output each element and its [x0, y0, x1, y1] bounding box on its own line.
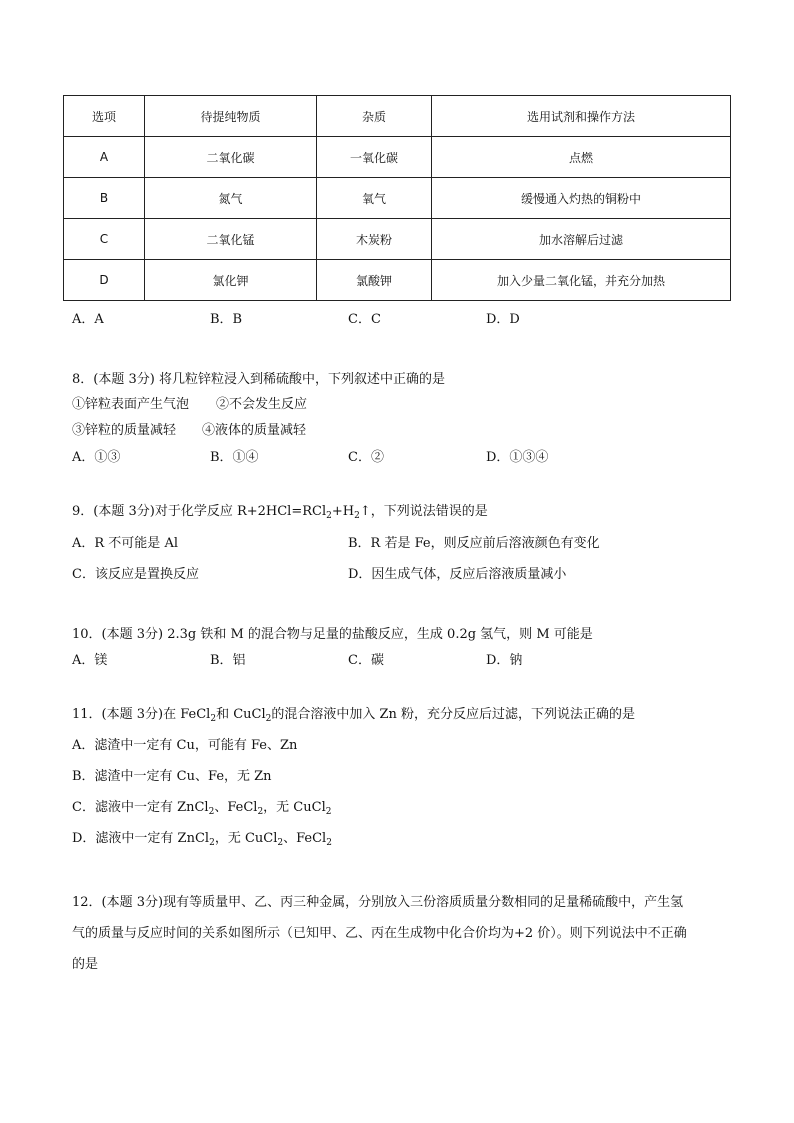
table-row [64, 178, 731, 219]
q11-option-text: C．滤液中一定有 ZnCl [72, 800, 209, 815]
q8-option-c: C．② [348, 450, 384, 465]
subscript: 2 [354, 511, 360, 521]
q8-statement-2: ②不会发生反应 [216, 397, 308, 412]
q9-option-c: C．该反应是置换反应 [72, 567, 199, 582]
subscript: 2 [257, 807, 264, 817]
q8-option-d: D．①③④ [486, 450, 549, 465]
subscript: 2 [325, 807, 332, 817]
table-cell: 氧气 [317, 178, 432, 219]
subscript: 2 [208, 807, 215, 817]
q9-option-d: D．因生成气体，反应后溶液质量减小 [348, 567, 567, 582]
table-cell: 氯化钾 [145, 260, 317, 301]
table-cell: 点燃 [432, 137, 731, 178]
table-cell: 二氧化碳 [145, 137, 317, 178]
q11-option-text: ，无 CuCl [214, 831, 278, 846]
q9-option-a: A．R 不可能是 Al [72, 536, 178, 551]
q10-option-b: B．铝 [210, 653, 246, 668]
table-cell: A [64, 137, 145, 178]
table-cell: 二氧化锰 [145, 219, 317, 260]
q11-stem-text: 的混合溶液中加入 Zn 粉，充分反应后过滤，下列说法正确的是 [271, 707, 636, 722]
q7-option-d: D．D [486, 312, 520, 327]
q11-option-text: ，无 CuCl [263, 800, 326, 815]
q9-option-b: B．R 若是 Fe，则反应前后溶液颜色有变化 [348, 536, 600, 551]
table-cell: 一氧化碳 [317, 137, 432, 178]
q11-option-a: A．滤渣中一定有 Cu，可能有 Fe、Zn [72, 738, 298, 753]
q8-statement-4: ④液体的质量减轻 [202, 423, 307, 438]
q10-stem: 10．(本题 3分) 2.3g 铁和 M 的混合物与足量的盐酸反应，生成 0.2g 氢气，则 M 可能是 [72, 627, 593, 642]
table-row [64, 260, 731, 301]
q11-option-text: D．滤液中一定有 ZnCl [72, 831, 210, 846]
subscript: 2 [277, 838, 284, 848]
table-header-row [64, 96, 731, 137]
q12-stem-line-2: 气的质量与反应时间的关系如图所示（已知甲、乙、丙在生成物中化合价均为+2 价）。则下列说法中不正确 [72, 926, 687, 941]
q8-statement-1: ①锌粒表面产生气泡 [72, 397, 190, 412]
q11-stem-text: 11．(本题 3分)在 FeCl [72, 707, 211, 722]
table-cell: C [64, 219, 145, 260]
q10-option-c: C．碳 [348, 653, 384, 668]
q11-stem [72, 706, 635, 724]
q7-option-a: A．A [72, 312, 104, 327]
table-cell: 氮气 [145, 178, 317, 219]
subscript: 2 [209, 838, 215, 848]
table-header-cell: 选项 [64, 96, 145, 137]
q8-stem: 8．(本题 3分) 将几粒锌粒浸入到稀硫酸中，下列叙述中正确的是 [72, 372, 445, 387]
table-header-cell: 待提纯物质 [145, 96, 317, 137]
table-cell: 木炭粉 [317, 219, 432, 260]
subscript: 2 [265, 714, 272, 724]
q11-option-d [72, 830, 332, 848]
table-cell: D [64, 260, 145, 301]
q11-option-c [72, 799, 331, 817]
q11-option-text: 、FeCl [214, 800, 258, 815]
table-cell: 缓慢通入灼热的铜粉中 [432, 178, 731, 219]
q9-stem-text: 9．(本题 3分)对于化学反应 R+2HCl=RCl [72, 504, 327, 519]
subscript: 2 [210, 714, 217, 724]
q11-option-b: B．滤渣中一定有 Cu、Fe，无 Zn [72, 769, 272, 784]
q9-stem [72, 503, 488, 521]
table-cell: 氯酸钾 [317, 260, 432, 301]
table-cell: 加入少量二氧化锰，并充分加热 [432, 260, 731, 301]
options-table [63, 95, 731, 301]
table-row [64, 219, 731, 260]
subscript: 2 [326, 511, 332, 521]
q11-stem-text: 和 CuCl [216, 707, 266, 722]
q11-option-text: 、FeCl [283, 831, 327, 846]
q8-statement-3: ③锌粒的质量减轻 [72, 423, 177, 438]
subscript: 2 [326, 838, 332, 848]
q9-stem-text: ↑，下列说法错误的是 [359, 504, 488, 519]
table-header-cell: 选用试剂和操作方法 [432, 96, 731, 137]
table-cell: B [64, 178, 145, 219]
q9-stem-text: +H [331, 504, 355, 519]
table-cell: 加水溶解后过滤 [432, 219, 731, 260]
q10-option-a: A．镁 [72, 653, 108, 668]
q7-option-b: B．B [210, 312, 243, 327]
table-row [64, 137, 731, 178]
q12-stem-line-1: 12．(本题 3分)现有等质量甲、乙、丙三种金属，分别放入三份溶质质量分数相同的足量稀硫酸中，产生氢 [72, 895, 684, 910]
q7-option-c: C．C [348, 312, 381, 327]
q12-stem-line-3: 的是 [72, 957, 99, 972]
q10-option-d: D．钠 [486, 653, 523, 668]
table-header-cell: 杂质 [317, 96, 432, 137]
q8-option-b: B．①④ [210, 450, 259, 465]
q8-option-a: A．①③ [72, 450, 121, 465]
